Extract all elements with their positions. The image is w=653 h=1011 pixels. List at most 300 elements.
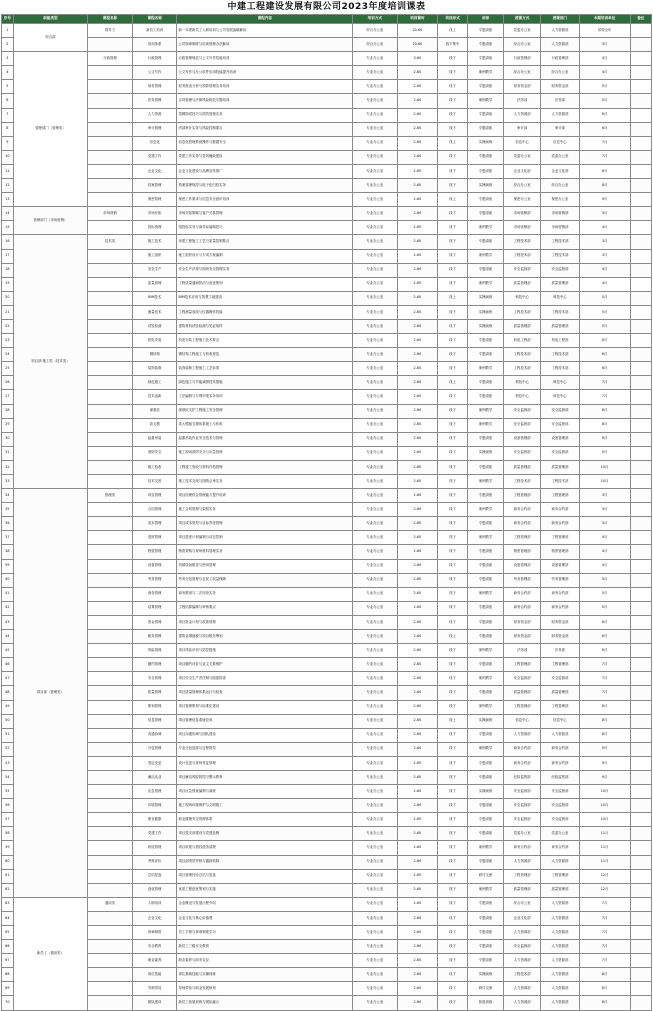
table-row (2, 756, 652, 770)
table-cell: 物资采购与现场材料管理实务 (177, 545, 353, 559)
table-cell: 11月 (579, 841, 630, 855)
table-cell: 2-60 (397, 545, 437, 559)
table-cell: 物资管理部 (504, 545, 541, 559)
table-cell (630, 52, 651, 66)
table-cell: 商务策划与二次经营实务 (177, 587, 353, 601)
table-cell: 30 (2, 432, 14, 446)
table-cell: 7月 (579, 658, 630, 672)
table-cell: 安全监督部 (504, 418, 541, 432)
table-cell: 线下 (438, 855, 468, 869)
table-row (2, 193, 652, 207)
table-cell (88, 150, 133, 164)
table-cell: 专题讲座 (467, 954, 503, 968)
table-cell: 专题讲座 (467, 573, 503, 587)
table-row (2, 362, 652, 376)
table-cell: 6月 (579, 348, 630, 362)
table-cell: 签证变更 (132, 756, 177, 770)
table-cell: 工程技术部 (541, 475, 579, 489)
table-cell: 线下 (438, 559, 468, 573)
table-cell: 33 (2, 475, 14, 489)
table-cell: 线下 (438, 827, 468, 841)
table-cell: 行政管理规范与公文写作技能培训 (177, 52, 353, 66)
table-cell: 线下 (438, 475, 468, 489)
table-cell: 施工现场环境保护与文明施工 (177, 799, 353, 813)
table-cell (88, 728, 133, 742)
table-cell (88, 531, 133, 545)
table-cell: 专题讲座 (467, 630, 503, 644)
table-row (2, 80, 652, 94)
table-cell: 实操演练 (467, 714, 503, 728)
table-cell: 2-60 (397, 855, 437, 869)
table-cell: 专业办公室 (353, 489, 398, 503)
table-cell (88, 756, 133, 770)
table-cell (630, 221, 651, 235)
table-cell: 专业办公室 (353, 940, 398, 954)
table-cell (88, 982, 133, 996)
table-cell: 案例教学 (467, 841, 503, 855)
table-cell: 2-60 (397, 573, 437, 587)
table-cell: 质量管理部 (504, 277, 541, 291)
table-cell: 项目资金计划与收款管理 (177, 615, 353, 629)
table-cell: 信息管理 (132, 714, 177, 728)
table-cell: 法务管理 (132, 94, 177, 108)
table-cell: 商务管理 (132, 587, 177, 601)
table-cell: 商务合约部 (504, 517, 541, 531)
table-cell: 专题讲座 (467, 38, 503, 52)
column-header: 职能类型 (13, 15, 87, 24)
table-row (2, 404, 652, 418)
table-cell: 项目质量管理体系运行与检查 (177, 686, 353, 700)
table-cell: 专业办公室 (353, 531, 398, 545)
table-row (2, 150, 652, 164)
table-cell (630, 785, 651, 799)
table-cell (88, 460, 133, 474)
table-cell (88, 630, 133, 644)
table-cell: 专业办公室 (353, 164, 398, 178)
table-cell: 专业办公室 (353, 615, 398, 629)
table-cell: 8月 (579, 968, 630, 982)
table-cell: 行政管理部 (504, 52, 541, 66)
table-cell: 工程管理部 (504, 700, 541, 714)
table-cell (88, 658, 133, 672)
table-cell: 42 (2, 601, 14, 615)
table-cell: 绿色施工 (132, 376, 177, 390)
table-cell: 高大模板支撑体系施工与验收 (177, 418, 353, 432)
table-cell (630, 883, 651, 897)
table-cell: 科技中心 (504, 291, 541, 305)
table-cell: 专业办公室 (353, 66, 398, 80)
table-cell: 线下 (438, 164, 468, 178)
table-cell: 线下 (438, 277, 468, 291)
table-cell (88, 686, 133, 700)
table-cell: 职业健康安全管理体系 (177, 813, 353, 827)
table-cell (88, 362, 133, 376)
table-cell: 安全监督部 (541, 404, 579, 418)
table-cell: 党建工作 (132, 827, 177, 841)
table-cell: 绿色施工与节能减排技术措施 (177, 376, 353, 390)
table-cell (88, 94, 133, 108)
table-cell: 线下 (438, 644, 468, 658)
column-header: 课程内容 (177, 15, 353, 24)
table-cell: 线下 (438, 869, 468, 883)
column-header: 课程名称 (88, 15, 133, 24)
table-cell: 58 (2, 827, 14, 841)
table-cell: 8月 (579, 996, 630, 1010)
table-cell: 测量技术 (132, 305, 177, 319)
table-cell: 案例教学 (467, 644, 503, 658)
table-cell: 7月 (579, 940, 630, 954)
table-cell: 综合办公室 (353, 24, 398, 38)
table-cell: 专业办公室 (353, 150, 398, 164)
table-cell (630, 179, 651, 193)
table-cell: 专业办公室 (353, 573, 398, 587)
table-row (2, 911, 652, 925)
table-cell: 7月 (579, 136, 630, 150)
table-cell: 档案管理 (132, 179, 177, 193)
table-cell (88, 672, 133, 686)
table-cell (88, 221, 133, 235)
table-cell: 实操演练 (467, 291, 503, 305)
table-cell: 党委办公室 (541, 150, 579, 164)
table-cell: 线下 (438, 545, 468, 559)
table-cell: 2 (2, 38, 14, 52)
table-cell: 商务合约部 (541, 756, 579, 770)
table-cell: 线下 (438, 897, 468, 911)
table-row (2, 559, 652, 573)
table-cell: 28 (2, 404, 14, 418)
table-cell: 项目管理策划与标准化建设 (177, 700, 353, 714)
table-cell: 24 (2, 348, 14, 362)
table-cell: 1 (2, 24, 14, 38)
table-cell: 19 (2, 277, 14, 291)
table-cell: 专题讲座 (467, 207, 503, 221)
table-cell: 项目收尾与债权债务清理 (177, 841, 353, 855)
table-cell: 线下 (438, 404, 468, 418)
table-cell: 企业文化 (132, 911, 177, 925)
table-cell (88, 559, 133, 573)
table-cell: 合同管理与法律风险防范专题培训 (177, 94, 353, 108)
table-cell: 2-60 (397, 263, 437, 277)
table-cell: 投标管理 (132, 221, 177, 235)
table-cell: 专题讲座 (467, 940, 503, 954)
table-cell: 案例教学 (467, 672, 503, 686)
table-cell: 2-60 (397, 897, 437, 911)
table-cell: 工程管理部 (541, 658, 579, 672)
table-cell: 案例教学 (467, 221, 503, 235)
table-cell: 法务部 (504, 94, 541, 108)
table-cell: 线下 (438, 221, 468, 235)
table-cell: 2-60 (397, 489, 437, 503)
table-cell: 商务合约部 (541, 587, 579, 601)
table-cell (630, 630, 651, 644)
table-cell: 线下 (438, 446, 468, 460)
table-cell: 项目应急预案编制与演练 (177, 785, 353, 799)
table-cell: 深基坑支护工程施工安全管理 (177, 404, 353, 418)
table-cell: 试验检测 (132, 319, 177, 333)
table-cell (630, 150, 651, 164)
table-cell: 4月 (579, 559, 630, 573)
table-cell: 高支模 (132, 418, 177, 432)
table-cell: 专业办公室 (353, 658, 398, 672)
table-cell: 21 (2, 305, 14, 319)
table-cell: 党建工作实务与党风廉政建设 (177, 150, 353, 164)
table-cell: 2-60 (397, 841, 437, 855)
table-cell (88, 785, 133, 799)
table-cell: 专业办公室 (353, 446, 398, 460)
table-cell: 项目风险识别与防控措施 (177, 644, 353, 658)
table-cell (88, 601, 133, 615)
table-cell: 科技中心 (541, 390, 579, 404)
table-cell (88, 164, 133, 178)
table-cell: 线下 (438, 756, 468, 770)
table-cell: 钢结构工程施工与验收规范 (177, 348, 353, 362)
table-cell (630, 601, 651, 615)
table-row (2, 319, 652, 333)
table-cell: 质量管理部 (541, 883, 579, 897)
table-cell: 技术类 (88, 235, 133, 249)
table-cell: 质量管理部 (504, 883, 541, 897)
table-cell (88, 66, 133, 80)
table-cell: 7月 (579, 954, 630, 968)
table-cell: 8月 (579, 728, 630, 742)
table-cell (630, 475, 651, 489)
table-cell: 专业办公室 (353, 263, 398, 277)
table-cell: 专业办公室 (353, 559, 398, 573)
table-cell: 44 (2, 630, 14, 644)
table-cell: 35 (2, 503, 14, 517)
table-cell: 综合办公室 (541, 179, 579, 193)
table-cell: 企业文化部 (504, 911, 541, 925)
table-row (2, 277, 652, 291)
table-cell: 保密工作要求与信息安全意识培训 (177, 193, 353, 207)
table-cell: 商务合约部 (504, 756, 541, 770)
table-cell (630, 291, 651, 305)
table-cell: 49 (2, 700, 14, 714)
table-cell: 案例教学 (467, 742, 503, 756)
table-cell: 通用类 (88, 897, 133, 911)
table-cell: 施工组织设计与专项方案编制 (177, 249, 353, 263)
table-cell: 信息中心 (541, 714, 579, 728)
table-cell: 2-60 (397, 996, 437, 1010)
table-cell: 3月 (579, 207, 630, 221)
table-cell: 专业办公室 (353, 305, 398, 319)
table-cell: 竣工验收 (132, 460, 177, 474)
table-header (2, 15, 652, 24)
table-row (2, 376, 652, 390)
table-cell: 专业办公室 (353, 855, 398, 869)
table-cell: 2-60 (397, 742, 437, 756)
table-cell: 专业办公室 (353, 80, 398, 94)
table-cell: 2-60 (397, 954, 437, 968)
table-cell: 安全监督部 (504, 813, 541, 827)
table-cell: 7月 (579, 686, 630, 700)
table-cell: 人力资源部 (541, 108, 579, 122)
table-cell: 专业办公室 (353, 193, 398, 207)
table-cell: 2-60 (397, 235, 437, 249)
table-cell: 保密办公室 (541, 193, 579, 207)
table-cell: 党建工作 (132, 150, 177, 164)
table-cell: 专题讲座 (467, 80, 503, 94)
table-cell: 专题讲座 (467, 235, 503, 249)
table-cell (88, 714, 133, 728)
table-cell: 项目管理经验总结与复盘 (177, 869, 353, 883)
table-cell: 专业办公室 (353, 982, 398, 996)
table-cell: 入职培训 (132, 897, 177, 911)
table-cell: 质量管理部 (541, 319, 579, 333)
table-cell: 案例教学 (467, 94, 503, 108)
table-cell: 线下 (438, 911, 468, 925)
table-cell: 线下 (438, 531, 468, 545)
table-cell: 线下 (438, 742, 468, 756)
table-cell: 技术创新 (132, 390, 177, 404)
table-cell: 商务合约部 (504, 601, 541, 615)
table-cell: 2-60 (397, 164, 437, 178)
table-cell: 市场营销 (88, 207, 133, 221)
table-cell: 线下 (438, 968, 468, 982)
table-cell: 线下 (438, 700, 468, 714)
table-cell: 5月 (579, 305, 630, 319)
table-cell: 专业办公室 (353, 926, 398, 940)
table-row (2, 207, 652, 221)
table-cell: 线下 (438, 686, 468, 700)
table-cell: 案例教学 (467, 700, 503, 714)
table-cell: 团队建设 (132, 996, 177, 1010)
table-cell (88, 954, 133, 968)
table-cell: 规章制度 (132, 926, 177, 940)
page-title: 中建工程建设发展有限公司2023年度培训课表 (227, 2, 426, 12)
table-cell: 5月 (579, 587, 630, 601)
table-cell: 案例教学 (467, 249, 503, 263)
table-cell: 安全监督部 (504, 672, 541, 686)
table-cell: 人力资源 (132, 108, 177, 122)
table-cell: 工程结算编制与审核要点 (177, 601, 353, 615)
table-cell (630, 770, 651, 784)
table-cell: 27 (2, 390, 14, 404)
table-row (2, 235, 652, 249)
table-cell: 16 (2, 235, 14, 249)
table-cell: 项目党支部建设与党建品牌 (177, 827, 353, 841)
table-row (2, 615, 652, 629)
table-cell: 专业办公室 (353, 390, 398, 404)
table-cell: 4月 (579, 263, 630, 277)
table-row (2, 249, 652, 263)
table-cell: 案例教学 (467, 66, 503, 80)
table-cell (630, 644, 651, 658)
table-cell: 风险管理 (132, 644, 177, 658)
table-cell: 3 (2, 52, 14, 66)
table-cell: 2-60 (397, 319, 437, 333)
table-cell: 专业办公室 (353, 827, 398, 841)
table-cell: 案例教学 (467, 404, 503, 418)
table-cell: 安全生产法规与现场安全管理实务 (177, 263, 353, 277)
table-cell: 2-60 (397, 813, 437, 827)
table-cell: 9月 (579, 432, 630, 446)
table-cell: 专业办公室 (353, 742, 398, 756)
table-cell: 工程管理部 (504, 531, 541, 545)
table-cell: 领导力 (88, 24, 133, 38)
table-cell: 安全监督部 (504, 404, 541, 418)
table-row (2, 446, 652, 460)
table-cell: 5月 (579, 94, 630, 108)
table-cell: 线下 (438, 122, 468, 136)
table-cell: 工程技术部 (504, 235, 541, 249)
table-cell: 6 (2, 94, 14, 108)
table-cell (630, 362, 651, 376)
table-cell: 2-60 (397, 362, 437, 376)
table-cell: 2-60 (397, 432, 437, 446)
table-cell: 质量管理部 (541, 277, 579, 291)
table-cell (630, 911, 651, 925)
table-cell: 工程技术部 (541, 235, 579, 249)
table-cell: 2-60 (397, 644, 437, 658)
table-cell: 质量管理 (132, 277, 177, 291)
table-cell: 2-60 (397, 672, 437, 686)
table-cell (88, 644, 133, 658)
table-cell: 机械设备租赁与使用管理 (177, 559, 353, 573)
table-cell: 专题讲座 (467, 517, 503, 531)
table-cell: 专业办公室 (353, 249, 398, 263)
table-cell: 施工合同管理与索赔实务 (177, 503, 353, 517)
table-cell: 实操演练 (467, 136, 503, 150)
table-cell: 法务部 (504, 644, 541, 658)
table-cell: 6月 (579, 108, 630, 122)
table-cell (630, 136, 651, 150)
table-cell: 线下 (438, 982, 468, 996)
table-cell: 专业办公室 (353, 644, 398, 658)
table-row (2, 164, 652, 178)
table-cell: 12 (2, 179, 14, 193)
table-cell: 线下集中 (438, 38, 468, 52)
table-cell (630, 418, 651, 432)
table-cell: 商务合约部 (504, 841, 541, 855)
table-cell: 研讨交流 (467, 982, 503, 996)
column-header: 培训课时 (397, 15, 437, 24)
table-cell: 52 (2, 742, 14, 756)
table-cell: 安全监督部 (504, 799, 541, 813)
table-row (2, 390, 652, 404)
table-cell: 2-60 (397, 869, 437, 883)
table-cell: 综合办公室 (504, 66, 541, 80)
table-cell: 2-60 (397, 503, 437, 517)
table-row (2, 94, 652, 108)
table-cell: 企业概况与发展历程介绍 (177, 897, 353, 911)
table-cell (88, 446, 133, 460)
table-cell: 施工技术交底与图纸会审实务 (177, 475, 353, 489)
table-cell: 10月 (579, 460, 630, 474)
table-cell (630, 573, 651, 587)
table-cell: 4月 (579, 531, 630, 545)
table-cell: 40 (2, 573, 14, 587)
table-cell: 专业办公室 (353, 968, 398, 982)
table-row (2, 460, 652, 474)
table-cell: 专业办公室 (353, 672, 398, 686)
table-cell: 线下 (438, 996, 468, 1010)
table-cell: 5月 (579, 319, 630, 333)
table-cell: 人力资源部 (504, 926, 541, 940)
table-cell: 策划管理 (132, 700, 177, 714)
table-cell: 5月 (579, 291, 630, 305)
table-cell: 安全监督部 (504, 940, 541, 954)
table-cell: 6月 (579, 615, 630, 629)
table-cell: 3月 (579, 489, 630, 503)
table-cell (88, 883, 133, 897)
table-cell (630, 827, 651, 841)
table-cell: 机电安装工程施工技术要点 (177, 334, 353, 348)
table-cell: 8月 (579, 164, 630, 178)
table-group-cell: 管理部门（管理类） (13, 52, 87, 207)
table-cell (88, 968, 133, 982)
table-cell (630, 390, 651, 404)
